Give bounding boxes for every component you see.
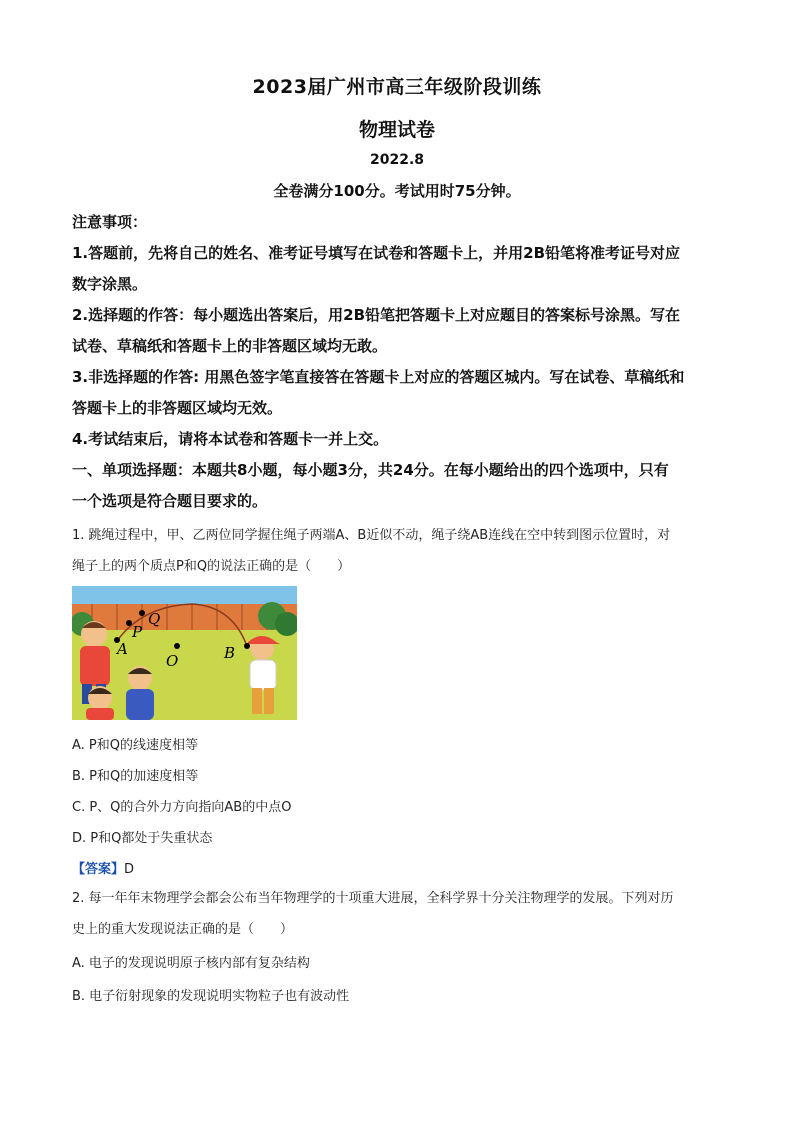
- child-left-body: [80, 646, 110, 686]
- section-1-line-1: 一、单项选择题：本题共8小题，每小题3分，共24分。在每小题给出的四个选项中，只有: [72, 461, 669, 479]
- label-q: Q: [148, 610, 161, 628]
- label-a: A: [117, 640, 128, 658]
- question-1-option-d: D. P和Q都处于失重状态: [72, 831, 213, 846]
- note-4: 4.考试结束后，请将本试卷和答题卡一并上交。: [72, 430, 389, 448]
- label-p: P: [132, 623, 143, 641]
- note-3-line-1: 3.非选择题的作答: 用黑色签字笔直接答在答题卡上对应的答题区城内。写在试卷、草稿纸和: [72, 368, 685, 386]
- notes-heading: 注意事项：: [72, 213, 148, 231]
- label-o: O: [166, 652, 179, 670]
- answer-value: D: [124, 862, 135, 877]
- point-b: [244, 643, 250, 649]
- note-1-line-2: 数字涂黑。: [72, 275, 148, 293]
- question-2-line-2: 史上的重大发现说法正确的是（ ）: [72, 922, 294, 937]
- label-b: B: [224, 644, 236, 662]
- note-2-line-2: 试卷、草稿纸和答题卡上的非答题区域均无敢。: [72, 337, 388, 355]
- exam-date: 2022.8: [369, 152, 425, 168]
- question-1-option-c: C. P、Q的合外力方向指向AB的中点O: [72, 800, 292, 815]
- child-right-body: [250, 660, 276, 690]
- section-1-line-2: 一个选项是符合题目要求的。: [72, 492, 268, 510]
- point-q: [139, 610, 145, 616]
- exam-meta: 全卷满分100分。考试用时75分钟。: [273, 182, 521, 200]
- answer-tag: 【答案】: [72, 862, 125, 877]
- note-3-line-2: 答题卡上的非答题区域均无效。: [72, 399, 283, 417]
- question-1-line-2: 绳子上的两个质点P和Q的说法正确的是（ ）: [72, 559, 351, 574]
- question-1-option-a: A. P和Q的线速度相等: [72, 738, 199, 753]
- question-1-answer: [72, 858, 134, 877]
- exam-title: 2023届广州市高三年级阶段训练: [252, 76, 542, 98]
- child-middle-body: [126, 689, 154, 720]
- question-2-option-b: B. 电子衍射现象的发现说明实物粒子也有波动性: [72, 989, 350, 1004]
- point-o: [174, 643, 180, 649]
- question-1-line-1: 1. 跳绳过程中，甲、乙两位同学握住绳子两端A、B近似不动，绳子绕AB连线在空中转到图示位置时，对: [72, 528, 671, 543]
- exam-subtitle: 物理试卷: [358, 119, 435, 141]
- question-1-option-b: B. P和Q的加速度相等: [72, 769, 199, 784]
- question-2-line-1: 2. 每一年年末物理学会都会公布当年物理学的十项重大进展，全科学界十分关注物理学的发展。下列对历: [72, 891, 674, 906]
- jump-rope-figure: [72, 586, 297, 720]
- note-2-line-1: 2.选择题的作答：每小题选出答案后，用2B铅笔把答题卡上对应题目的答案标号涂黑。写在: [72, 306, 681, 324]
- note-1-line-1: 1.答题前，先将自己的姓名、准考证号填写在试卷和答题卡上，并用2B铅笔将准考证号对应: [72, 244, 681, 262]
- question-2-option-a: A. 电子的发现说明原子核内部有复杂结构: [72, 956, 310, 971]
